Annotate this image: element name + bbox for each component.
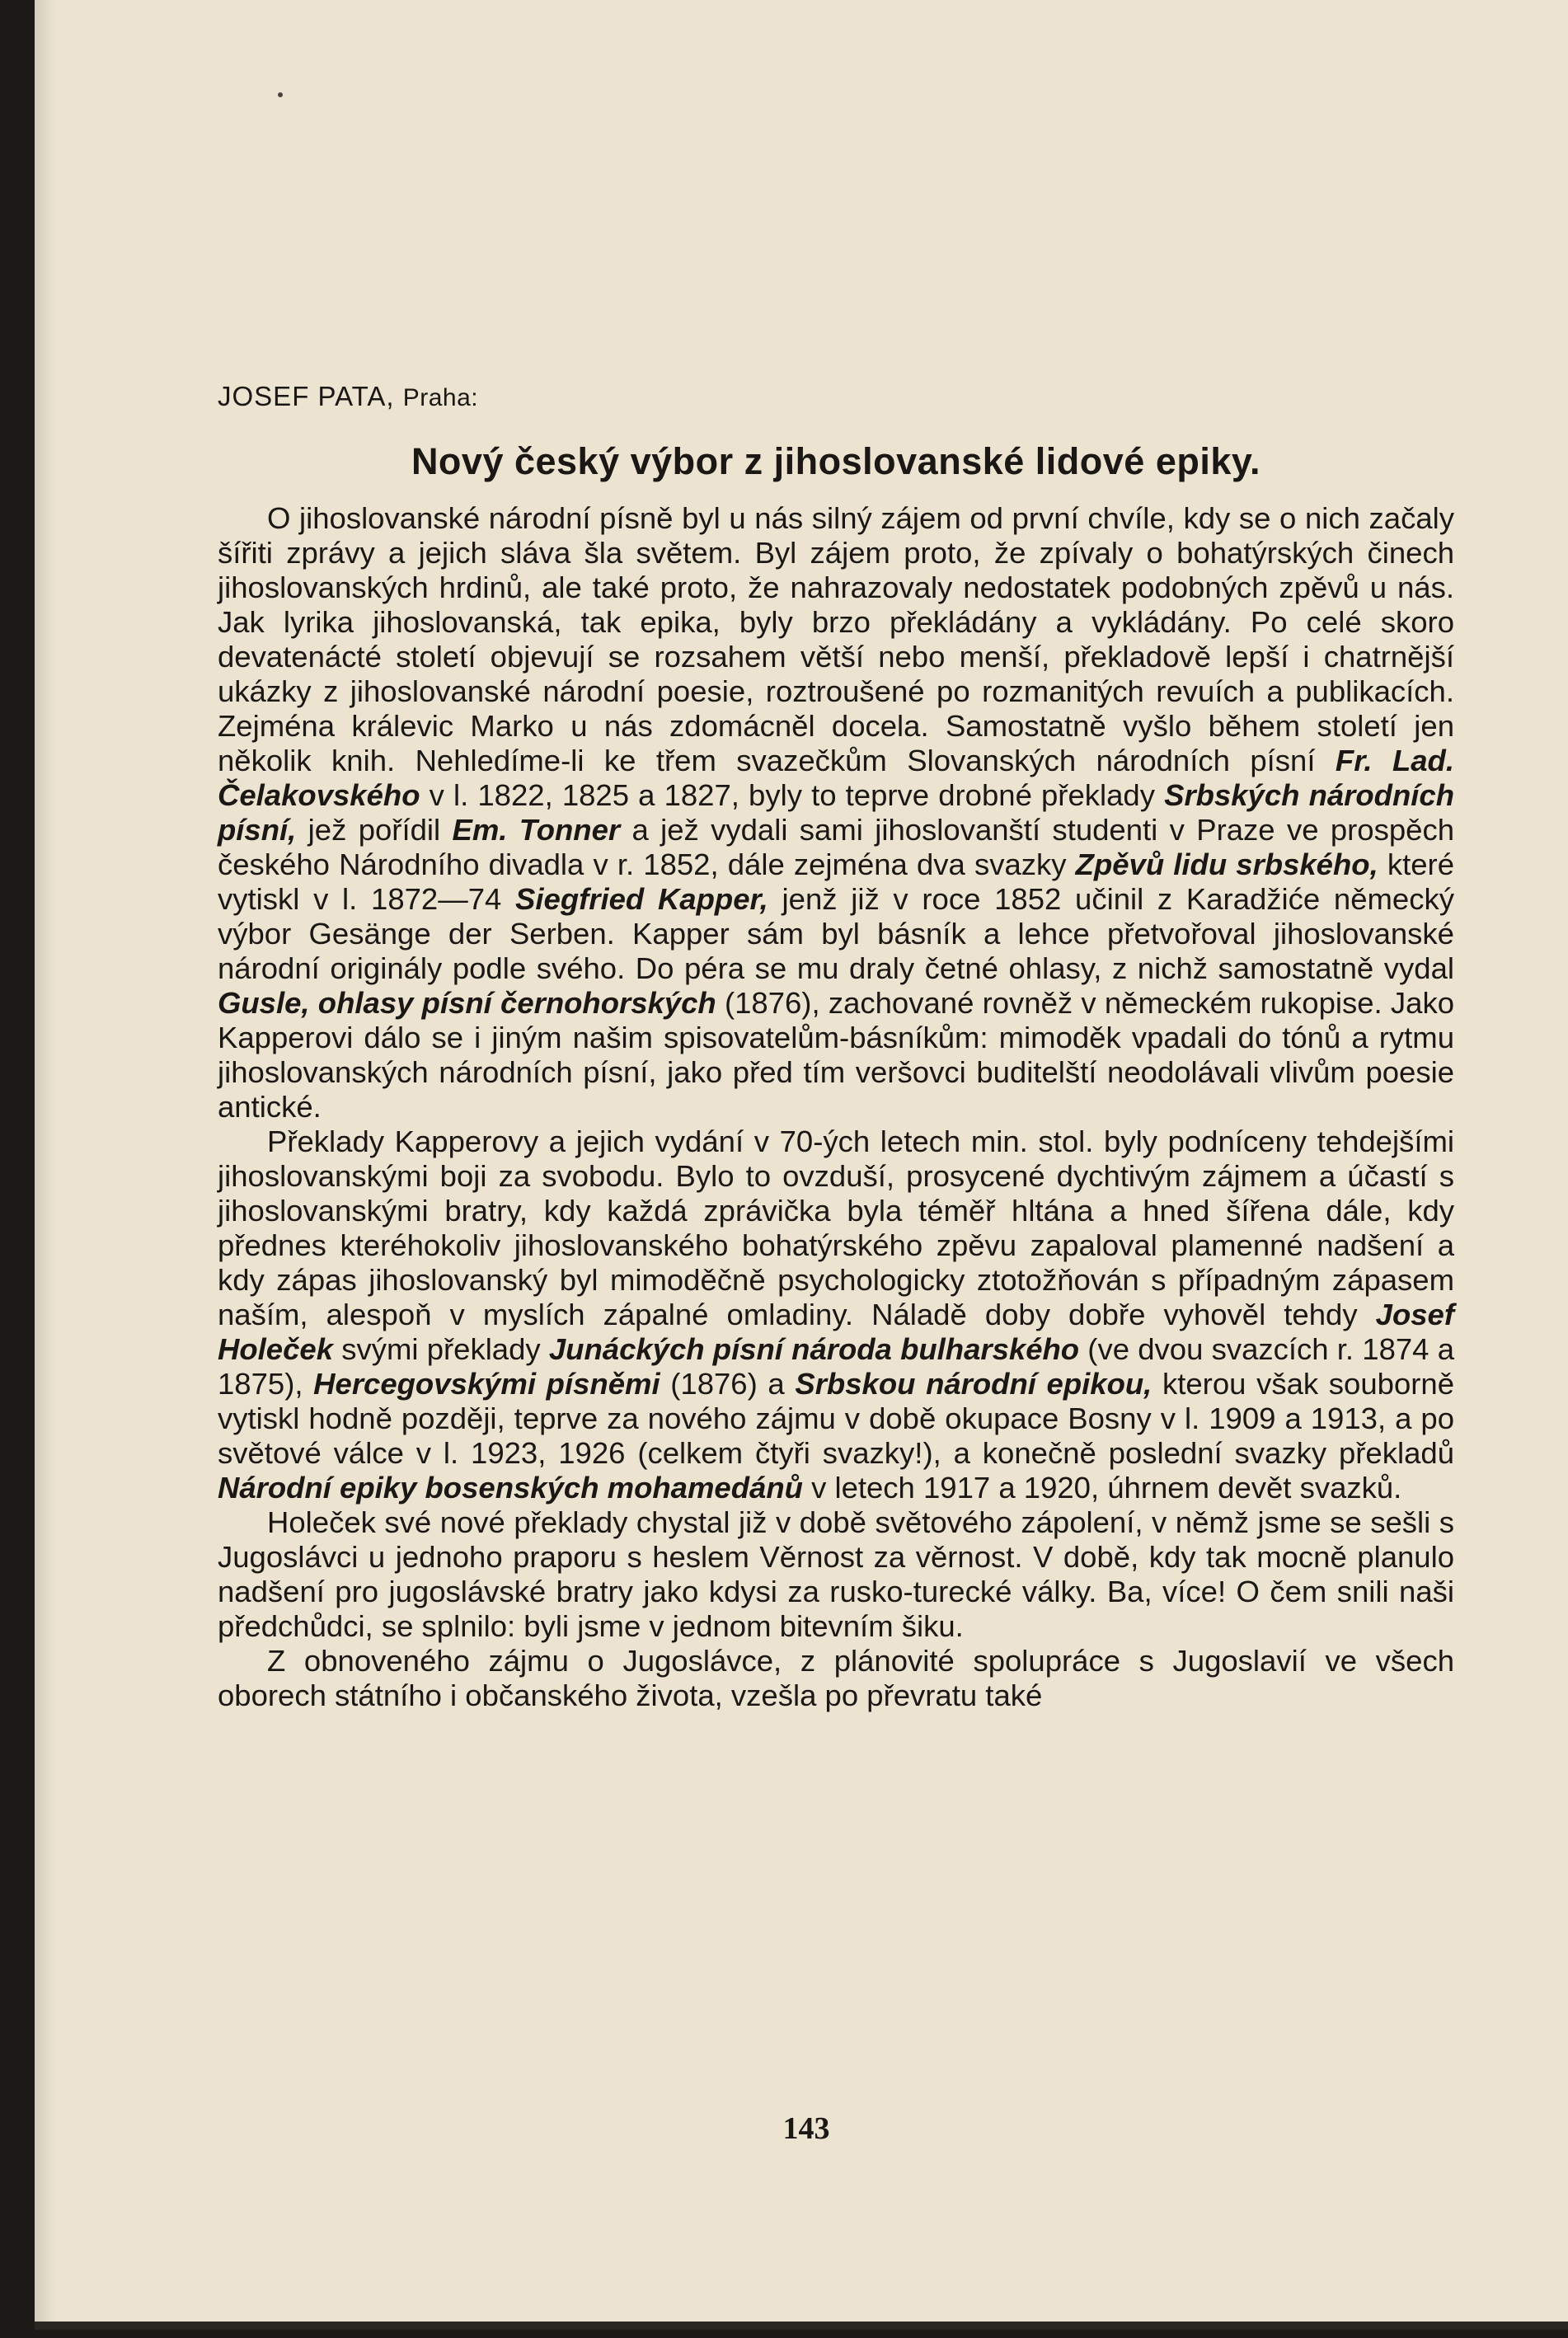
italic-run: Josef Holeček <box>218 1298 1454 1366</box>
article-title: Nový český výbor z jihoslovanské lidové epiky. <box>411 440 1261 482</box>
text-run: Z obnoveného zájmu o Jugoslávce, z plánovité spolupráce s Jugoslavií ve všech oborech státního i občanského života, vzešla po převratu také <box>218 1644 1454 1712</box>
author-line <box>218 381 1454 412</box>
italic-run: Fr. Lad. Čelakovského <box>218 744 1454 812</box>
italic-run: Zpěvů lidu srbského, <box>1075 847 1378 881</box>
text-run: Holeček své nové překlady chystal již v době světového zápolení, v němž jsme se sešli s Jugoslávci u jednoho praporu s heslem Věrnost za věrnost. V době, kdy tak mocně planulo nadšení pro jugoslávské bratry jako kdysi za rusko-turecké války. Ba, více! O čem snili naši předchůdci, se splnilo: byli jsme v jednom bitevním šiku. <box>218 1505 1454 1643</box>
italic-run: Gusle, ohlasy písní černohorských <box>218 986 716 1020</box>
text-run: v l. 1822, 1825 a 1827, byly to teprve drobné překlady <box>420 778 1165 812</box>
text-run: jež pořídil <box>296 813 453 847</box>
article <box>218 381 1454 1713</box>
text-run: Překlady Kapperovy a jejich vydání v 70-ých letech min. stol. byly podníceny tehdejšími jihoslovanskými boji za svobodu. Bylo to ovzduší, prosycené dychtivým zájmem a účastí s jihoslovanskými bratry, kdy každá zprávička byla téměř hltána a hned šířena dále, kdy přednes kteréhokoliv jihoslovanského bohatýrského zpěvu zapaloval plamenné nadšení a kdy zápas jihoslovanský byl mimoděčně psychologicky ztotožňován s případným zápasem naším, alespoň v myslích zápalné omladiny. Náladě doby dobře vyhověl tehdy <box>218 1124 1454 1331</box>
article-body <box>218 501 1454 1713</box>
italic-run: Siegfried Kapper, <box>515 882 768 916</box>
text-run: O jihoslovanské národní písně byl u nás silný zájem od první chvíle, kdy se o nich začaly šířiti zprávy a jejich sláva šla světem. Byl zájem proto, že zpívaly o bohatýrských činech jihoslovanských hrdinů, ale také proto, že nahrazovaly nedostatek podobných zpěvů u nás. Jak lyrika jihoslovanská, tak epika, byly brzo překládány a vykládány. Po celé skoro devatenácté století objevují se rozsahem větší nebo menší, překladově lepší i chatrnější ukázky z jihoslovanské národní poesie, roztroušené po rozmanitých revuích a publikacích. Zejména králevic Marko u nás zdomácněl docela. Samostatně vyšlo během století jen několik knih. Nehledíme-li ke třem svazečkům Slovanských národních písní <box>218 501 1454 777</box>
text-run: v letech 1917 a 1920, úhrnem devět svazků. <box>802 1471 1402 1505</box>
page <box>35 0 1568 2330</box>
paragraph <box>218 501 1454 1124</box>
paragraph <box>218 1124 1454 1505</box>
text-run: a jež vydali sami jihoslovanští studenti v Praze ve prospěch českého Národního divadla v r. 1852, dále zejména dva svazky <box>218 813 1454 881</box>
italic-run: Národní epiky bosenských mohamedánů <box>218 1471 803 1505</box>
scan-edge <box>35 2322 1568 2330</box>
text-run: (1876) a <box>660 1367 796 1401</box>
italic-run: Em. Tonner <box>452 813 621 847</box>
text-run: kterou však souborně vytiskl hodně později, teprve za nového zájmu v době okupace Bosny v l. 1909 a 1913, a po světové válce v l. 1923, 1926 (celkem čtyři svazky!), a konečně poslední svazky překladů <box>218 1367 1454 1470</box>
print-speck <box>278 92 283 97</box>
italic-run: Junáckých písní národa bulharského <box>548 1332 1080 1366</box>
text-run: jenž již v roce 1852 učinil z Karadžiće německý výbor Gesänge der Serben. Kapper sám byl básník a lehce přetvořoval jihoslovanské národní originály podle svého. Do péra se mu draly četné ohlasy, z nichž samostatně vydal <box>218 882 1454 985</box>
text-run: které vytiskl v l. 1872—74 <box>218 847 1454 916</box>
italic-run: Srbskou národní epikou, <box>795 1367 1153 1401</box>
text-run: (ve dvou svazcích r. 1874 a 1875), <box>218 1332 1454 1401</box>
author-city: Praha: <box>402 384 479 411</box>
author-name: JOSEF PATA, <box>218 381 395 411</box>
text-run: (1876), zachované rovněž v německém rukopise. Jako Kapperovi dálo se i jiným našim spisovatelům-básníkům: mimoděk vpadali do tónů a rytmu jihoslovanských národních písní, jako před tím veršovci buditelští neodolávali vlivům poesie antické. <box>218 986 1454 1124</box>
italic-run: Hercegovskými písněmi <box>313 1367 660 1401</box>
paragraph <box>218 1505 1454 1644</box>
page-number: 143 <box>782 2111 830 2146</box>
text-run: svými překlady <box>333 1332 549 1366</box>
page-gutter-shadow <box>35 0 56 2330</box>
paragraph <box>218 1644 1454 1713</box>
italic-run: Srbských národních písní, <box>218 778 1454 847</box>
